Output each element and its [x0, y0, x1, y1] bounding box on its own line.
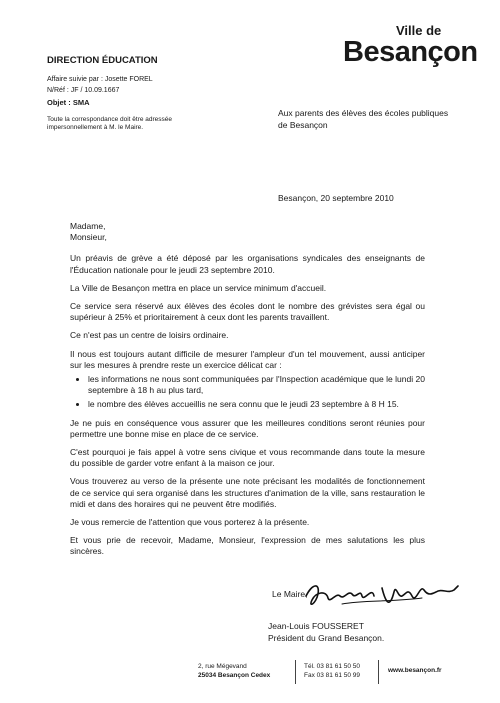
bullet-list [70, 374, 425, 411]
footer-website[interactable]: www.besançon.fr [388, 667, 442, 674]
paragraph-10: Et vous prie de recevoir, Madame, Monsieur, l'expression de mes salutations les plus sincères. [70, 535, 425, 557]
paragraph-3: Ce service sera réservé aux élèves des écoles dont le nombre des grévistes sera égal ou supérieur à 25% et prioritairement à ceux dont les parents travaillent. [70, 301, 425, 323]
salutation-line-2: Monsieur, [70, 232, 107, 243]
letter-body [70, 221, 425, 565]
salutation [70, 221, 425, 243]
paragraph-5: Il nous est toujours autant difficile de mesurer l'ampleur d'un tel mouvement, aussi anticiper sur les mesures à prendre reste un exercice délicat car : [70, 348, 425, 370]
handwritten-signature [302, 574, 462, 614]
correspondence-note-line-1: Toute la correspondance doit être adressée [47, 116, 173, 123]
paragraph-8: Vous trouverez au verso de la présente une note précisant les modalités de fonctionnement de ce service qui sera organisé dans les structures d'animation de la ville, sans restauration le midi et dans des horaires qui ne peuvent être modifiés. [70, 476, 425, 509]
footer-address-line-2: 25034 Besançon Cedex [198, 672, 271, 679]
footer-divider-2 [378, 660, 379, 684]
salutation-line-1: Madame, [70, 221, 106, 231]
letter-date: Besançon, 20 septembre 2010 [278, 193, 394, 203]
paragraph-4: Ce n'est pas un centre de loisirs ordinaire. [70, 330, 229, 341]
object-label: Objet : [47, 98, 71, 107]
paragraph-7: C'est pourquoi je fais appel à votre sens civique et vous recommande dans toute la mesure du possible de garder votre enfant à la maison ce jour. [70, 447, 425, 469]
correspondence-note-line-2: impersonnellement à M. le Maire. [47, 124, 144, 131]
object-line [47, 98, 90, 107]
footer-address-line-1: 2, rue Mégevand [198, 663, 247, 670]
object-value: SMA [72, 98, 90, 107]
signatory-title: Président du Grand Besançon. [268, 633, 385, 643]
footer-address [198, 662, 270, 680]
reference: N/Réf : JF / 10.09.1667 [47, 87, 120, 94]
correspondence-note [47, 116, 172, 132]
paragraph-9: Je vous remercie de l'attention que vous porterez à la présente. [70, 517, 310, 528]
footer-tel: Tél. 03 81 61 50 50 [304, 663, 361, 670]
paragraph-2: La Ville de Besançon mettra en place un service minimum d'accueil. [70, 282, 327, 293]
recipients-line-2: de Besançon [278, 120, 328, 130]
recipients-line-1: Aux parents des élèves des écoles publiques [278, 108, 449, 118]
department-title: DIRECTION ÉDUCATION [47, 55, 158, 66]
paragraph-6: Je ne puis en conséquence vous assurer que les meilleures conditions seront réunies pour permettre une bonne mise en place de ce service. [70, 417, 425, 439]
signature-prefix: Le Maire, [272, 589, 308, 599]
footer-fax: Fax 03 81 61 50 99 [304, 672, 361, 679]
logo-ville-de: Ville de [396, 23, 442, 38]
bullet-item-1: • les informations ne nous sont communiquées par l'Inspection académique que le lundi 20 septembre à 18 h au plus tard, [88, 374, 425, 396]
followed-by: Affaire suivie par : Josette FOREL [47, 76, 153, 83]
paragraph-1: Un préavis de grève a été déposé par les organisations syndicales des enseignants de l'Éducation nationale pour le jeudi 23 septembre 2010. [70, 253, 425, 275]
bullet-item-2: • le nombre des élèves accueillis ne sera connu que le jeudi 23 septembre à 8 H 15. [88, 399, 425, 410]
footer-divider-1 [295, 660, 296, 684]
footer-contact [304, 662, 360, 680]
logo-besancon: Besançon [343, 36, 478, 68]
signatory-name: Jean-Louis FOUSSERET [268, 621, 364, 631]
recipients [278, 107, 468, 131]
signatory-block [268, 620, 384, 644]
